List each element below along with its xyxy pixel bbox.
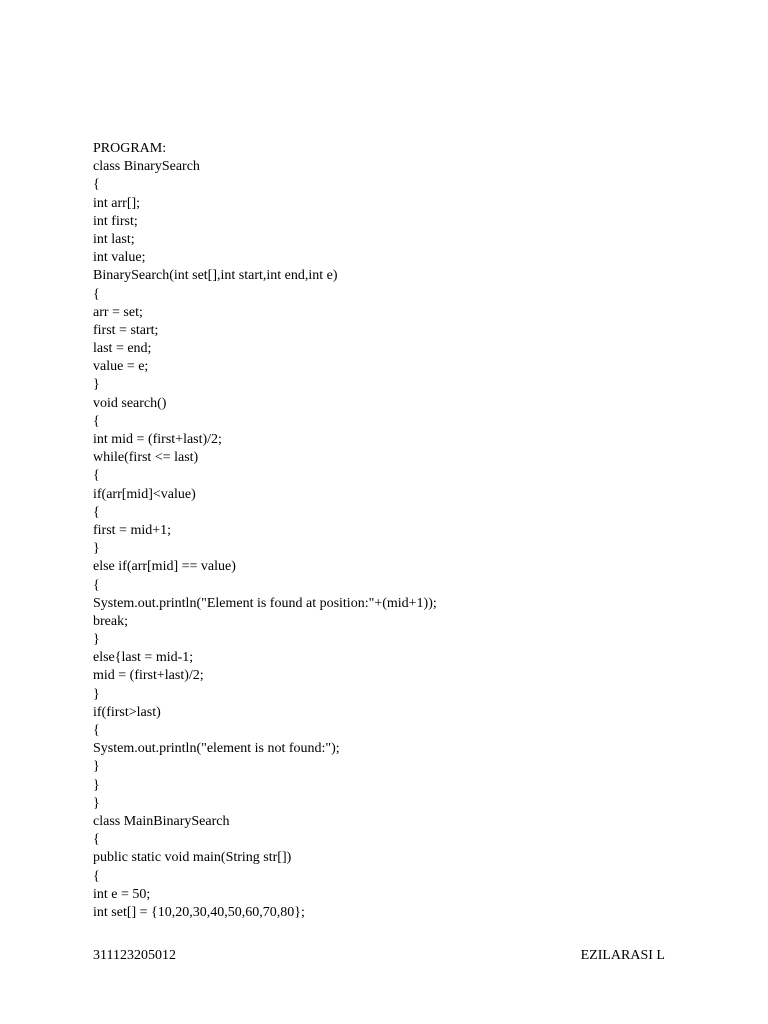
code-line: mid = (first+last)/2; <box>93 668 204 684</box>
footer-author-name: EZILARASI L <box>580 948 665 963</box>
code-line: } <box>93 541 100 557</box>
code-line: { <box>93 868 100 884</box>
code-line: } <box>93 795 100 811</box>
code-line: int mid = (first+last)/2; <box>93 432 222 447</box>
code-line: } <box>93 759 100 775</box>
code-line: void search() <box>93 395 167 411</box>
code-line: int value; <box>93 250 146 266</box>
code-line: { <box>93 177 100 193</box>
code-line: class BinarySearch <box>93 159 200 175</box>
code-line: { <box>93 577 100 593</box>
code-line: BinarySearch(int set[],int start,int end,int e) <box>93 268 338 284</box>
code-line: System.out.println("Element is found at position:"+(mid+1)); <box>93 595 437 611</box>
code-line: last = end; <box>93 341 152 357</box>
code-line: } <box>93 686 100 702</box>
code-line: while(first <= last) <box>93 450 199 466</box>
code-line: int e = 50; <box>93 886 151 902</box>
code-line: } <box>93 632 100 648</box>
code-line: { <box>93 723 100 738</box>
code-line: break; <box>93 613 128 629</box>
code-line: first = start; <box>93 322 159 338</box>
code-line: arr = set; <box>93 304 143 320</box>
footer-register-number: 311123205012 <box>93 948 176 963</box>
code-line: { <box>93 286 100 302</box>
code-line: int arr[]; <box>93 195 141 211</box>
program-heading: PROGRAM: <box>93 141 167 156</box>
code-line: int last; <box>93 231 135 247</box>
code-line: { <box>93 413 100 429</box>
code-line: { <box>93 504 100 520</box>
code-line: first = mid+1; <box>93 522 172 538</box>
code-line: } <box>93 777 100 793</box>
code-line: int first; <box>93 213 138 229</box>
code-line: int set[] = {10,20,30,40,50,60,70,80}; <box>93 904 305 920</box>
code-line: else if(arr[mid] == value) <box>93 559 236 575</box>
code-line: if(first>last) <box>93 704 161 720</box>
code-line: } <box>93 377 100 393</box>
code-line: { <box>93 468 100 484</box>
code-line: System.out.println("element is not found:"); <box>93 741 340 757</box>
code-line: public static void main(String str[]) <box>93 850 292 866</box>
code-line: else{last = mid-1; <box>93 650 194 666</box>
code-line: value = e; <box>93 359 149 375</box>
code-line: { <box>93 832 100 848</box>
code-line: if(arr[mid]<value) <box>93 486 196 502</box>
code-line: class MainBinarySearch <box>93 813 230 829</box>
program-code <box>93 140 693 922</box>
